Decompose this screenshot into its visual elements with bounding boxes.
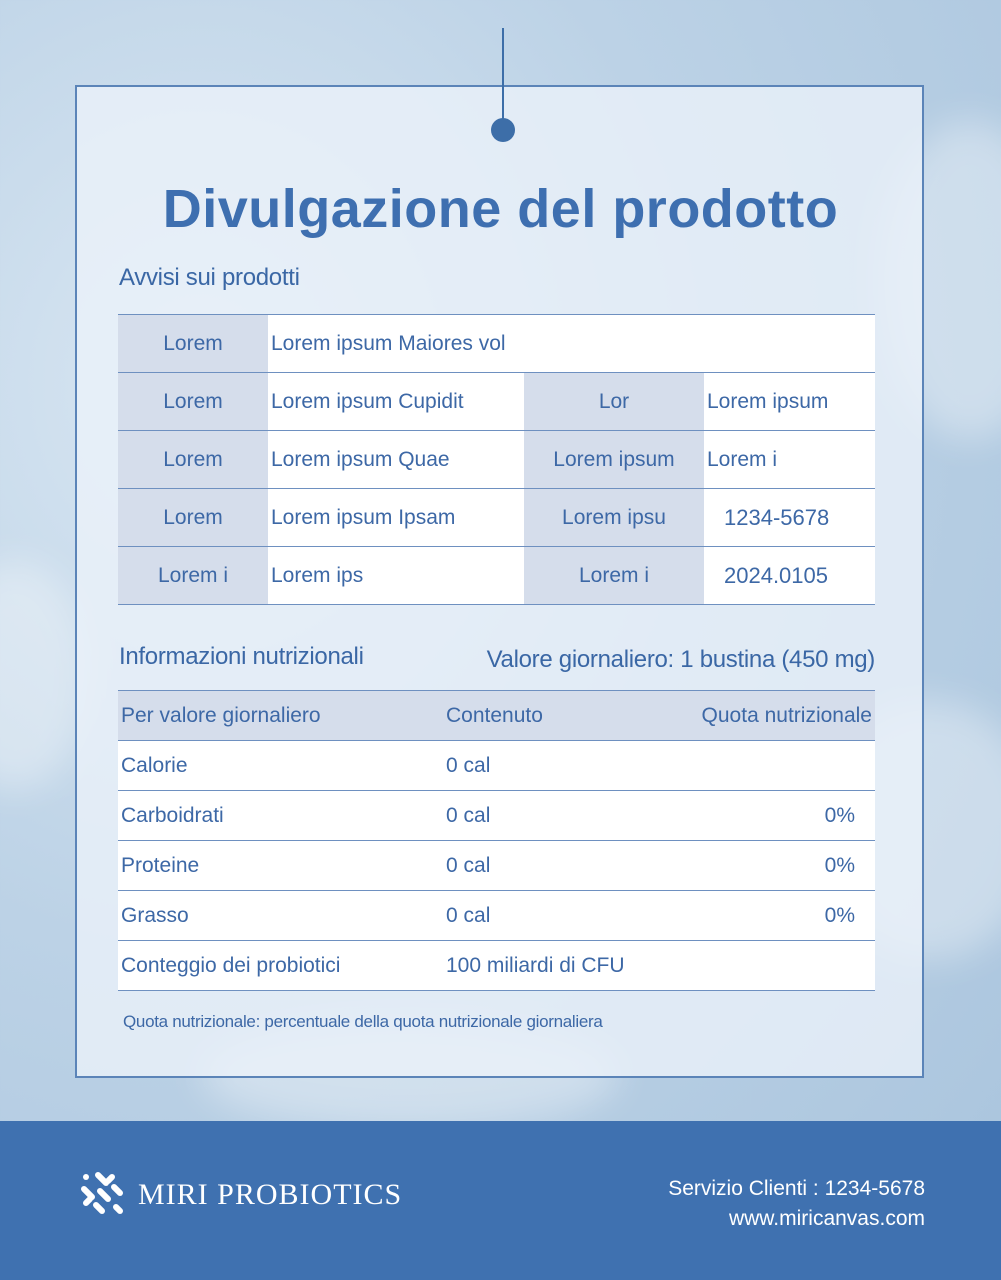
hanging-pin (491, 118, 515, 142)
nutrient-content: 0 cal (443, 791, 663, 841)
table-row (118, 373, 875, 431)
notices-heading: Avvisi sui prodotti (119, 264, 300, 291)
column-header: Quota nutrizionale (663, 691, 875, 741)
nutrient-name: Proteine (118, 841, 443, 891)
notice-value: Lorem i (704, 431, 875, 489)
notice-value: 1234-5678 (704, 489, 875, 547)
nutrient-content: 100 miliardi di CFU (443, 941, 663, 991)
product-notices-table (118, 314, 875, 605)
molecule-logo-icon (78, 1169, 126, 1217)
brand-name: MIRI PROBIOTICS (138, 1178, 403, 1211)
table-row (118, 891, 875, 941)
notice-value: Lorem ipsum Maiores vol (268, 315, 875, 373)
nutrient-share: 0% (663, 791, 875, 841)
nutrient-share (663, 941, 875, 991)
table-row (118, 791, 875, 841)
table-row (118, 431, 875, 489)
table-row (118, 941, 875, 991)
nutrition-footnote: Quota nutrizionale: percentuale della quota nutrizionale giornaliera (123, 1012, 603, 1031)
nutrient-share: 0% (663, 891, 875, 941)
nutrient-share (663, 741, 875, 791)
notice-key: Lorem ipsu (524, 489, 704, 547)
nutrient-name: Carboidrati (118, 791, 443, 841)
nutrient-content: 0 cal (443, 891, 663, 941)
nutrition-heading: Informazioni nutrizionali (119, 643, 364, 670)
nutrient-content: 0 cal (443, 741, 663, 791)
notice-key: Lorem (118, 315, 268, 373)
table-header-row (118, 691, 875, 741)
notice-value: Lorem ipsum Cupidit (268, 373, 524, 431)
notice-value: 2024.0105 (704, 547, 875, 605)
page-title: Divulgazione del prodotto (162, 179, 839, 239)
notice-key: Lorem i (524, 547, 704, 605)
notice-key: Lorem i (118, 547, 268, 605)
column-header: Per valore giornaliero (118, 691, 443, 741)
table-row (118, 315, 875, 373)
nutrient-name: Grasso (118, 891, 443, 941)
table-row (118, 741, 875, 791)
nutrient-share: 0% (663, 841, 875, 891)
nutrition-table (118, 690, 875, 991)
notice-value: Lorem ipsum Ipsam (268, 489, 524, 547)
notice-key: Lorem (118, 373, 268, 431)
notice-key: Lorem ipsum (524, 431, 704, 489)
nutrient-name: Calorie (118, 741, 443, 791)
table-row (118, 547, 875, 605)
notice-value: Lorem ipsum Quae (268, 431, 524, 489)
column-header: Contenuto (443, 691, 663, 741)
website-link[interactable]: www.miricanvas.com (728, 1207, 925, 1230)
nutrient-name: Conteggio dei probiotici (118, 941, 443, 991)
daily-value-label: Valore giornaliero: 1 bustina (450 mg) (486, 646, 875, 673)
nutrient-content: 0 cal (443, 841, 663, 891)
customer-service: Servizio Clienti : 1234-5678 (668, 1177, 925, 1200)
table-row (118, 841, 875, 891)
hanging-string (502, 28, 504, 124)
notice-key: Lorem (118, 431, 268, 489)
notice-value: Lorem ips (268, 547, 524, 605)
notice-key: Lorem (118, 489, 268, 547)
notice-key: Lor (524, 373, 704, 431)
contact-info (668, 1174, 925, 1234)
table-row (118, 489, 875, 547)
notice-value: Lorem ipsum (704, 373, 875, 431)
